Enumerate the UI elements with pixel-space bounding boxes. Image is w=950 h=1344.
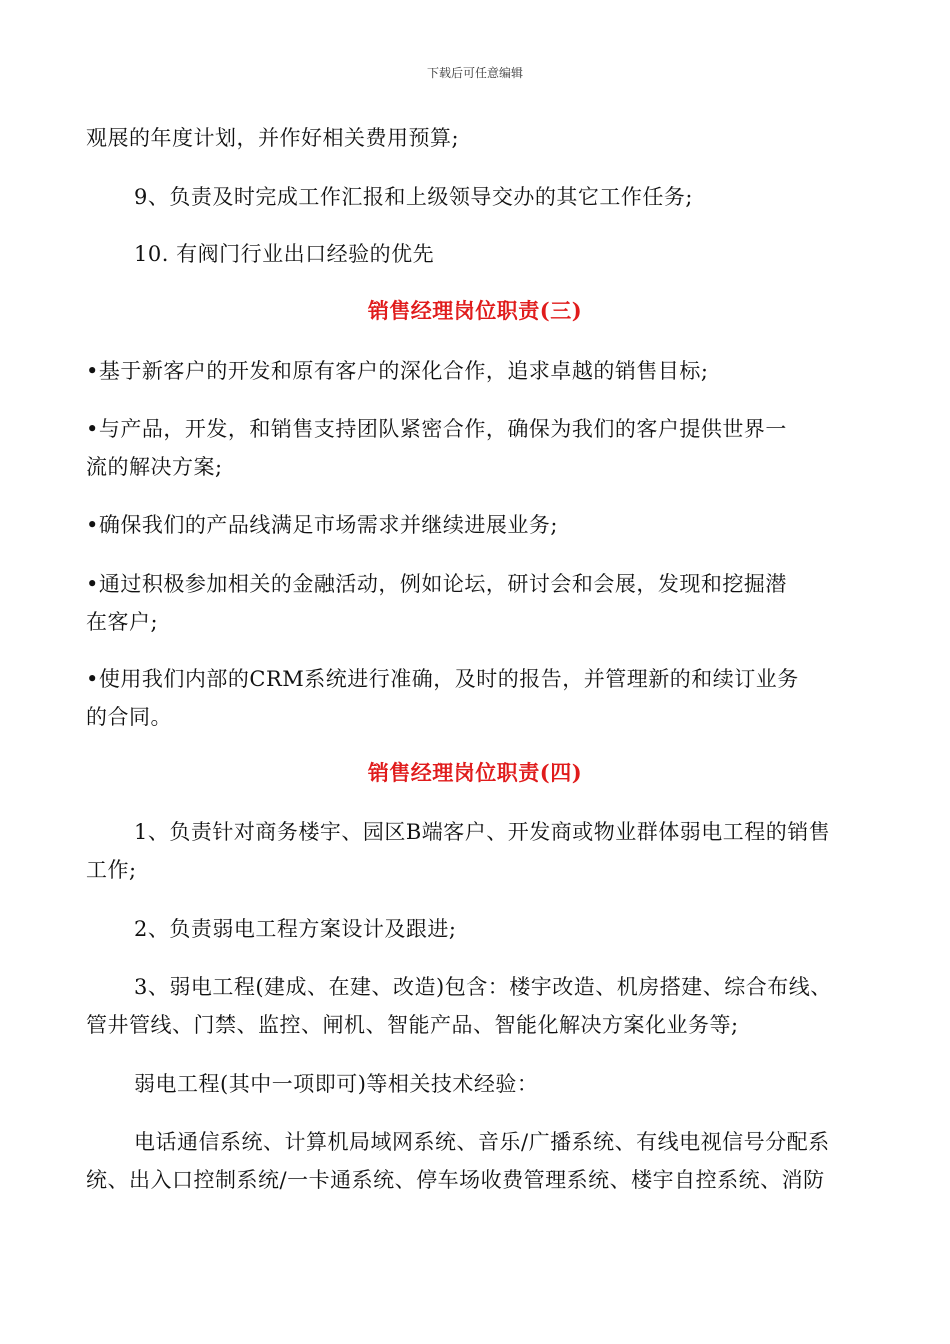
paragraph-line: •确保我们的产品线满足市场需求并继续进展业务; bbox=[86, 513, 558, 537]
bullet-item bbox=[86, 565, 866, 641]
paragraph-line: •基于新客户的开发和原有客户的深化合作，追求卓越的销售目标; bbox=[86, 359, 709, 383]
paragraph-systems-list bbox=[86, 1123, 914, 1199]
paragraph-line: 电话通信系统、计算机局域网系统、音乐/广播系统、有线电视信号分配系 bbox=[134, 1130, 830, 1154]
paragraph-plan-budget bbox=[86, 119, 866, 157]
paragraph-tech-experience bbox=[86, 1065, 914, 1103]
paragraph-line: 9、负责及时完成工作汇报和上级领导交办的其它工作任务; bbox=[134, 185, 693, 209]
paragraph-line: 10. 有阀门行业出口经验的优先 bbox=[134, 242, 435, 266]
paragraph-item-9 bbox=[86, 178, 914, 216]
paragraph-item-1 bbox=[86, 813, 914, 889]
bullet-item bbox=[86, 410, 866, 486]
section-heading-3: 销售经理岗位职责(三) bbox=[367, 298, 583, 323]
paragraph-item-10 bbox=[86, 235, 914, 273]
paragraph-line: 统、出入口控制系统/一卡通系统、停车场收费管理系统、楼宇自控系统、消防 bbox=[86, 1168, 825, 1192]
paragraph-line: •通过积极参加相关的金融活动，例如论坛，研讨会和会展，发现和挖掘潜 bbox=[86, 572, 787, 596]
paragraph-item-3 bbox=[86, 968, 914, 1044]
paragraph-line: •与产品，开发，和销售支持团队紧密合作，确保为我们的客户提供世界一 bbox=[86, 417, 787, 441]
paragraph-line: •使用我们内部的CRM系统进行准确，及时的报告，并管理新的和续订业务 bbox=[86, 667, 799, 691]
paragraph-item-2 bbox=[86, 910, 914, 948]
paragraph-line: 管井管线、门禁、监控、闸机、智能产品、智能化解决方案化业务等; bbox=[86, 1013, 739, 1037]
paragraph-line: 在客户; bbox=[86, 610, 159, 634]
paragraph-line: 2、负责弱电工程方案设计及跟进; bbox=[134, 917, 457, 941]
paragraph-line: 工作; bbox=[86, 858, 137, 882]
paragraph-line: 1、负责针对商务楼宇、园区B端客户、开发商或物业群体弱电工程的销售 bbox=[134, 820, 831, 844]
paragraph-line: 的合同。 bbox=[86, 705, 172, 729]
header-note: 下载后可任意编辑 bbox=[426, 66, 523, 80]
bullet-item bbox=[86, 660, 866, 736]
paragraph-line: 3、弱电工程(建成、在建、改造)包含：楼宇改造、机房搭建、综合布线、 bbox=[134, 975, 832, 999]
section-heading-4: 销售经理岗位职责(四) bbox=[367, 760, 583, 785]
paragraph-line: 观展的年度计划，并作好相关费用预算; bbox=[86, 126, 460, 150]
bullet-item bbox=[86, 352, 866, 390]
bullet-item bbox=[86, 506, 866, 544]
paragraph-line: 弱电工程(其中一项即可)等相关技术经验： bbox=[134, 1072, 539, 1096]
paragraph-line: 流的解决方案; bbox=[86, 455, 223, 479]
